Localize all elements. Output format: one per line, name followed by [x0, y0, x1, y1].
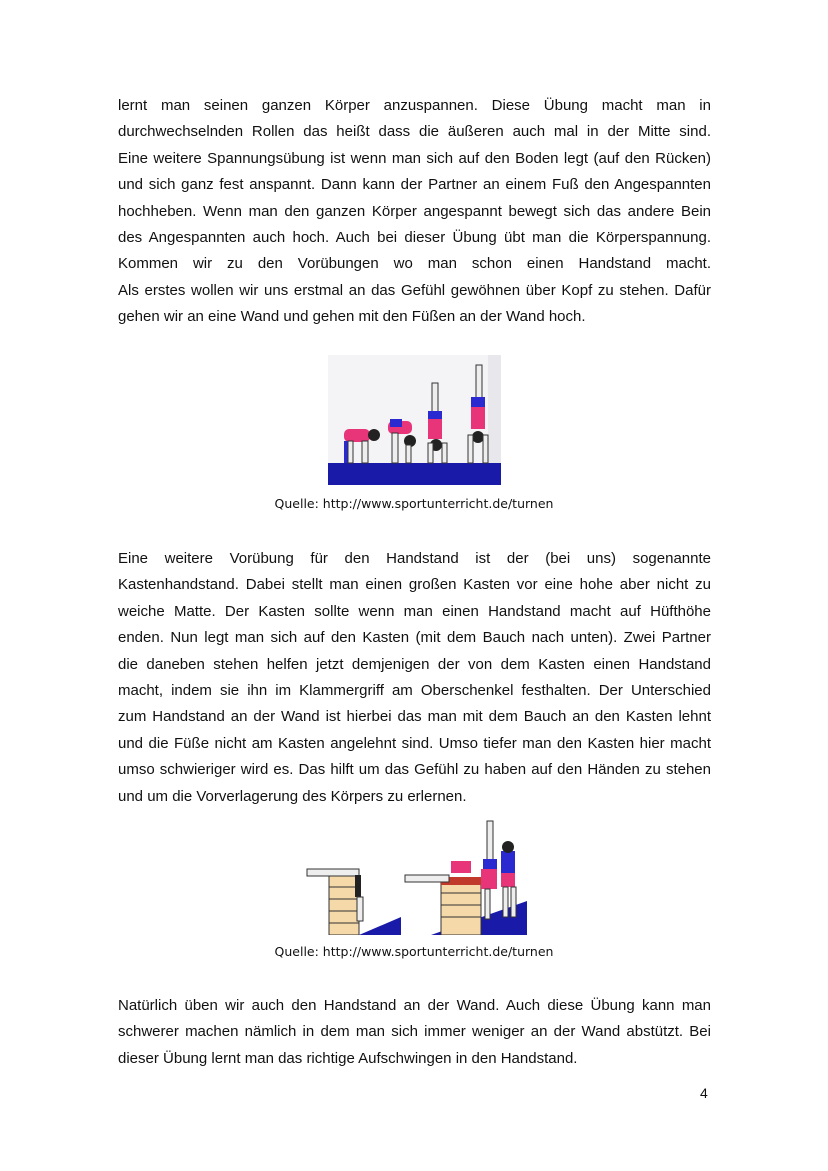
paragraph-1 [118, 93, 711, 331]
text-line: lernt man seinen ganzen Körper anzuspannen. Diese Übung macht man in [118, 97, 711, 114]
text-line: des Angespannten auch hoch. Auch bei dieser Übung übt man die Körperspannung. [118, 229, 711, 247]
text-line: und sich ganz fest anspannt. Dann kann der Partner an einem Fuß den Angespannten [118, 176, 711, 194]
paragraph-2 [118, 546, 711, 810]
floor-mat [328, 463, 501, 485]
paragraph-3 [118, 993, 711, 1072]
text-line: umso schwieriger wird es. Das hilft um das Gefühl zu haben auf den Händen zu stehen [118, 761, 711, 779]
text-line: schwerer machen nämlich in dem man sich immer weniger an der Wand abstützt. Bei [118, 1023, 711, 1041]
box-handstand-illustration [301, 817, 527, 935]
figure-caption-2: Quelle: http://www.sportunterricht.de/turnen [274, 944, 554, 959]
text-line: Kastenhandstand. Dabei stellt man einen großen Kasten vor eine hohe aber nicht zu [118, 576, 711, 594]
wall-handstand-illustration [328, 355, 501, 485]
text-line: Als erstes wollen wir uns erstmal an das Gefühl gewöhnen über Kopf zu stehen. Dafür [118, 281, 711, 299]
text-line: Eine weitere Spannungsübung ist wenn man sich auf den Boden legt (auf den Rücken) [118, 149, 711, 167]
text-line: die daneben stehen helfen jetzt demjenigen der von dem Kasten einen Handstand [118, 655, 711, 673]
text-line: durchwechselnden Rollen das heißt dass die äußeren auch mal in der Mitte sind. [118, 123, 711, 141]
page-number: 4 [700, 1085, 708, 1101]
text-line: und die Füße nicht am Kasten angelehnt sind. Umso tiefer man den Kasten hier macht [118, 734, 711, 752]
text-line: macht, indem sie ihn im Klammergriff am Oberschenkel festhalten. Der Unterschied [118, 682, 711, 700]
text-line: und um die Vorverlagerung des Körpers zu erlernen. [118, 787, 467, 805]
figure-caption-1: Quelle: http://www.sportunterricht.de/turnen [274, 496, 554, 511]
text-line: gehen wir an eine Wand und gehen mit den Füßen an der Wand hoch. [118, 308, 586, 326]
text-line: enden. Nun legt man sich auf den Kasten (mit dem Bauch nach unten). Zwei Partner [118, 629, 711, 647]
text-line: weiche Matte. Der Kasten sollte wenn man einen Handstand macht auf Hüfthöhe [118, 602, 711, 620]
text-line: Natürlich üben wir auch den Handstand an der Wand. Auch diese Übung kann man [118, 997, 711, 1014]
text-line: Kommen wir zu den Vorübungen wo man schon einen Handstand macht. [118, 255, 711, 273]
text-line: dieser Übung lernt man das richtige Aufschwingen in den Handstand. [118, 1049, 578, 1067]
text-line: zum Handstand an der Wand ist hierbei das man mit dem Bauch an den Kasten lehnt [118, 708, 711, 726]
text-line: Eine weitere Vorübung für den Handstand ist der (bei uns) sogenannte [118, 550, 711, 567]
text-line: hochheben. Wenn man den ganzen Körper angespannt bewegt sich das andere Bein [118, 202, 711, 220]
